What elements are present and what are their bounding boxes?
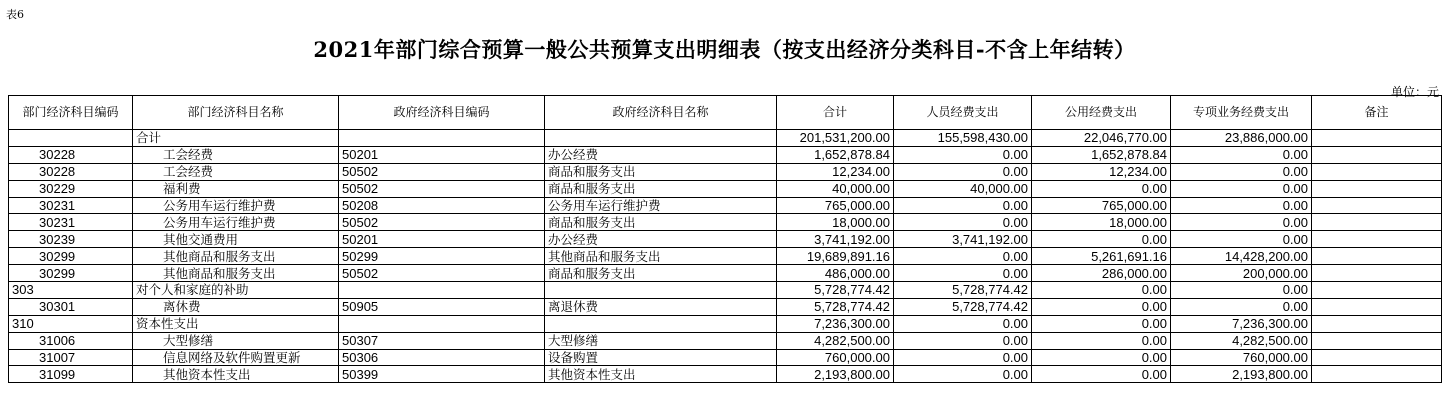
cell-dept-name: 大型修缮 — [133, 332, 339, 349]
cell-gov-code: 50208 — [339, 197, 545, 214]
cell-gov-name: 办公经费 — [545, 231, 777, 248]
header-row — [9, 96, 1442, 130]
cell-public: 0.00 — [1032, 332, 1171, 349]
cell-total: 1,652,878.84 — [777, 146, 894, 163]
cell-special: 0.00 — [1171, 146, 1312, 163]
cell-public: 0.00 — [1032, 282, 1171, 299]
table-row — [9, 315, 1442, 332]
cell-public: 0.00 — [1032, 180, 1171, 197]
cell-total: 201,531,200.00 — [777, 130, 894, 147]
cell-gov-code: 50502 — [339, 180, 545, 197]
cell-total: 2,193,800.00 — [777, 366, 894, 383]
cell-gov-code — [339, 315, 545, 332]
cell-remark — [1312, 332, 1442, 349]
cell-remark — [1312, 282, 1442, 299]
cell-special: 2,193,800.00 — [1171, 366, 1312, 383]
cell-public: 12,234.00 — [1032, 163, 1171, 180]
cell-total: 40,000.00 — [777, 180, 894, 197]
table-row — [9, 214, 1442, 231]
table-row — [9, 298, 1442, 315]
cell-remark — [1312, 163, 1442, 180]
cell-gov-name: 离退休费 — [545, 298, 777, 315]
cell-remark — [1312, 265, 1442, 282]
header-remark: 备注 — [1312, 96, 1442, 130]
cell-public: 0.00 — [1032, 349, 1171, 366]
cell-dept-name: 合计 — [133, 130, 339, 147]
table-row — [9, 163, 1442, 180]
cell-total: 5,728,774.42 — [777, 298, 894, 315]
unit-label: 单位：元 — [1390, 85, 1439, 99]
cell-total: 12,234.00 — [777, 163, 894, 180]
cell-total: 765,000.00 — [777, 197, 894, 214]
cell-total: 18,000.00 — [777, 214, 894, 231]
cell-public: 286,000.00 — [1032, 265, 1171, 282]
cell-personnel: 0.00 — [894, 265, 1032, 282]
cell-gov-code — [339, 130, 545, 147]
cell-dept-code: 303 — [9, 282, 133, 299]
cell-dept-code: 30228 — [9, 146, 133, 163]
cell-remark — [1312, 146, 1442, 163]
cell-dept-name: 工会经费 — [133, 163, 339, 180]
cell-remark — [1312, 248, 1442, 265]
cell-dept-code: 30301 — [9, 298, 133, 315]
table-tag: 表6 — [6, 8, 24, 21]
cell-special: 0.00 — [1171, 180, 1312, 197]
cell-public: 0.00 — [1032, 366, 1171, 383]
cell-total: 4,282,500.00 — [777, 332, 894, 349]
table-row — [9, 248, 1442, 265]
cell-personnel: 3,741,192.00 — [894, 231, 1032, 248]
cell-special: 14,428,200.00 — [1171, 248, 1312, 265]
cell-gov-code: 50307 — [339, 332, 545, 349]
cell-total: 760,000.00 — [777, 349, 894, 366]
cell-gov-code: 50201 — [339, 146, 545, 163]
cell-dept-code: 30231 — [9, 197, 133, 214]
cell-dept-name: 其他商品和服务支出 — [133, 248, 339, 265]
expenditure-table — [8, 95, 1442, 383]
cell-special: 0.00 — [1171, 214, 1312, 231]
cell-gov-code: 50306 — [339, 349, 545, 366]
cell-gov-code: 50201 — [339, 231, 545, 248]
table-row — [9, 197, 1442, 214]
cell-dept-name: 资本性支出 — [133, 315, 339, 332]
cell-gov-code: 50502 — [339, 163, 545, 180]
cell-public: 0.00 — [1032, 298, 1171, 315]
cell-gov-code: 50502 — [339, 265, 545, 282]
cell-dept-name: 公务用车运行维护费 — [133, 197, 339, 214]
page-title: 2021年部门综合预算一般公共预算支出明细表（按支出经济分类科目-不含上年结转） — [313, 37, 1136, 62]
cell-dept-code — [9, 130, 133, 147]
cell-gov-name: 其他资本性支出 — [545, 366, 777, 383]
cell-dept-name: 福利费 — [133, 180, 339, 197]
cell-public: 22,046,770.00 — [1032, 130, 1171, 147]
cell-personnel: 155,598,430.00 — [894, 130, 1032, 147]
cell-remark — [1312, 298, 1442, 315]
cell-personnel: 0.00 — [894, 248, 1032, 265]
cell-total: 5,728,774.42 — [777, 282, 894, 299]
cell-remark — [1312, 197, 1442, 214]
cell-special: 0.00 — [1171, 163, 1312, 180]
table-row — [9, 146, 1442, 163]
cell-dept-code: 30299 — [9, 248, 133, 265]
cell-dept-name: 对个人和家庭的补助 — [133, 282, 339, 299]
cell-dept-name: 工会经费 — [133, 146, 339, 163]
cell-special: 23,886,000.00 — [1171, 130, 1312, 147]
cell-public: 765,000.00 — [1032, 197, 1171, 214]
cell-special: 200,000.00 — [1171, 265, 1312, 282]
table-row — [9, 265, 1442, 282]
cell-dept-code: 31006 — [9, 332, 133, 349]
header-public: 公用经费支出 — [1032, 96, 1171, 130]
cell-dept-name: 信息网络及软件购置更新 — [133, 349, 339, 366]
cell-personnel: 0.00 — [894, 163, 1032, 180]
cell-remark — [1312, 366, 1442, 383]
cell-dept-name: 公务用车运行维护费 — [133, 214, 339, 231]
header-gov-code: 政府经济科目编码 — [339, 96, 545, 130]
cell-special: 0.00 — [1171, 231, 1312, 248]
cell-gov-name: 商品和服务支出 — [545, 265, 777, 282]
cell-gov-name: 大型修缮 — [545, 332, 777, 349]
header-personnel: 人员经费支出 — [894, 96, 1032, 130]
table-row — [9, 180, 1442, 197]
cell-personnel: 0.00 — [894, 315, 1032, 332]
table-row — [9, 366, 1442, 383]
cell-remark — [1312, 315, 1442, 332]
cell-total: 3,741,192.00 — [777, 231, 894, 248]
cell-dept-code: 30231 — [9, 214, 133, 231]
cell-dept-code: 30239 — [9, 231, 133, 248]
cell-gov-code: 50399 — [339, 366, 545, 383]
cell-gov-name: 商品和服务支出 — [545, 180, 777, 197]
cell-special: 0.00 — [1171, 298, 1312, 315]
cell-dept-code: 310 — [9, 315, 133, 332]
cell-special: 0.00 — [1171, 282, 1312, 299]
cell-public: 1,652,878.84 — [1032, 146, 1171, 163]
cell-dept-name: 其他资本性支出 — [133, 366, 339, 383]
cell-gov-name: 办公经费 — [545, 146, 777, 163]
cell-public: 18,000.00 — [1032, 214, 1171, 231]
cell-personnel: 0.00 — [894, 197, 1032, 214]
cell-total: 19,689,891.16 — [777, 248, 894, 265]
cell-gov-code — [339, 282, 545, 299]
cell-dept-code: 31099 — [9, 366, 133, 383]
header-dept-code: 部门经济科目编码 — [9, 96, 133, 130]
header-special: 专项业务经费支出 — [1171, 96, 1312, 130]
cell-special: 7,236,300.00 — [1171, 315, 1312, 332]
header-total: 合计 — [777, 96, 894, 130]
cell-personnel: 0.00 — [894, 214, 1032, 231]
cell-remark — [1312, 214, 1442, 231]
cell-gov-name: 其他商品和服务支出 — [545, 248, 777, 265]
cell-gov-name: 商品和服务支出 — [545, 214, 777, 231]
cell-personnel: 5,728,774.42 — [894, 282, 1032, 299]
cell-remark — [1312, 231, 1442, 248]
cell-personnel: 0.00 — [894, 146, 1032, 163]
table-row — [9, 349, 1442, 366]
cell-gov-name — [545, 282, 777, 299]
cell-public: 5,261,691.16 — [1032, 248, 1171, 265]
cell-special: 760,000.00 — [1171, 349, 1312, 366]
cell-special: 4,282,500.00 — [1171, 332, 1312, 349]
cell-dept-name: 其他商品和服务支出 — [133, 265, 339, 282]
cell-gov-code: 50502 — [339, 214, 545, 231]
cell-gov-name — [545, 130, 777, 147]
header-gov-name: 政府经济科目名称 — [545, 96, 777, 130]
cell-personnel: 0.00 — [894, 366, 1032, 383]
cell-remark — [1312, 349, 1442, 366]
cell-dept-name: 其他交通费用 — [133, 231, 339, 248]
table-row — [9, 332, 1442, 349]
table-row — [9, 130, 1442, 147]
cell-gov-name — [545, 315, 777, 332]
cell-personnel: 0.00 — [894, 349, 1032, 366]
cell-dept-code: 30299 — [9, 265, 133, 282]
cell-remark — [1312, 130, 1442, 147]
cell-dept-code: 30229 — [9, 180, 133, 197]
cell-total: 486,000.00 — [777, 265, 894, 282]
cell-dept-code: 31007 — [9, 349, 133, 366]
cell-gov-name: 设备购置 — [545, 349, 777, 366]
cell-gov-name: 公务用车运行维护费 — [545, 197, 777, 214]
cell-public: 0.00 — [1032, 315, 1171, 332]
table-row — [9, 282, 1442, 299]
cell-special: 0.00 — [1171, 197, 1312, 214]
cell-gov-name: 商品和服务支出 — [545, 163, 777, 180]
cell-personnel: 5,728,774.42 — [894, 298, 1032, 315]
cell-gov-code: 50905 — [339, 298, 545, 315]
cell-dept-name: 离休费 — [133, 298, 339, 315]
table-row — [9, 231, 1442, 248]
cell-dept-code: 30228 — [9, 163, 133, 180]
cell-personnel: 40,000.00 — [894, 180, 1032, 197]
cell-total: 7,236,300.00 — [777, 315, 894, 332]
cell-remark — [1312, 180, 1442, 197]
cell-personnel: 0.00 — [894, 332, 1032, 349]
cell-public: 0.00 — [1032, 231, 1171, 248]
cell-gov-code: 50299 — [339, 248, 545, 265]
header-dept-name: 部门经济科目名称 — [133, 96, 339, 130]
